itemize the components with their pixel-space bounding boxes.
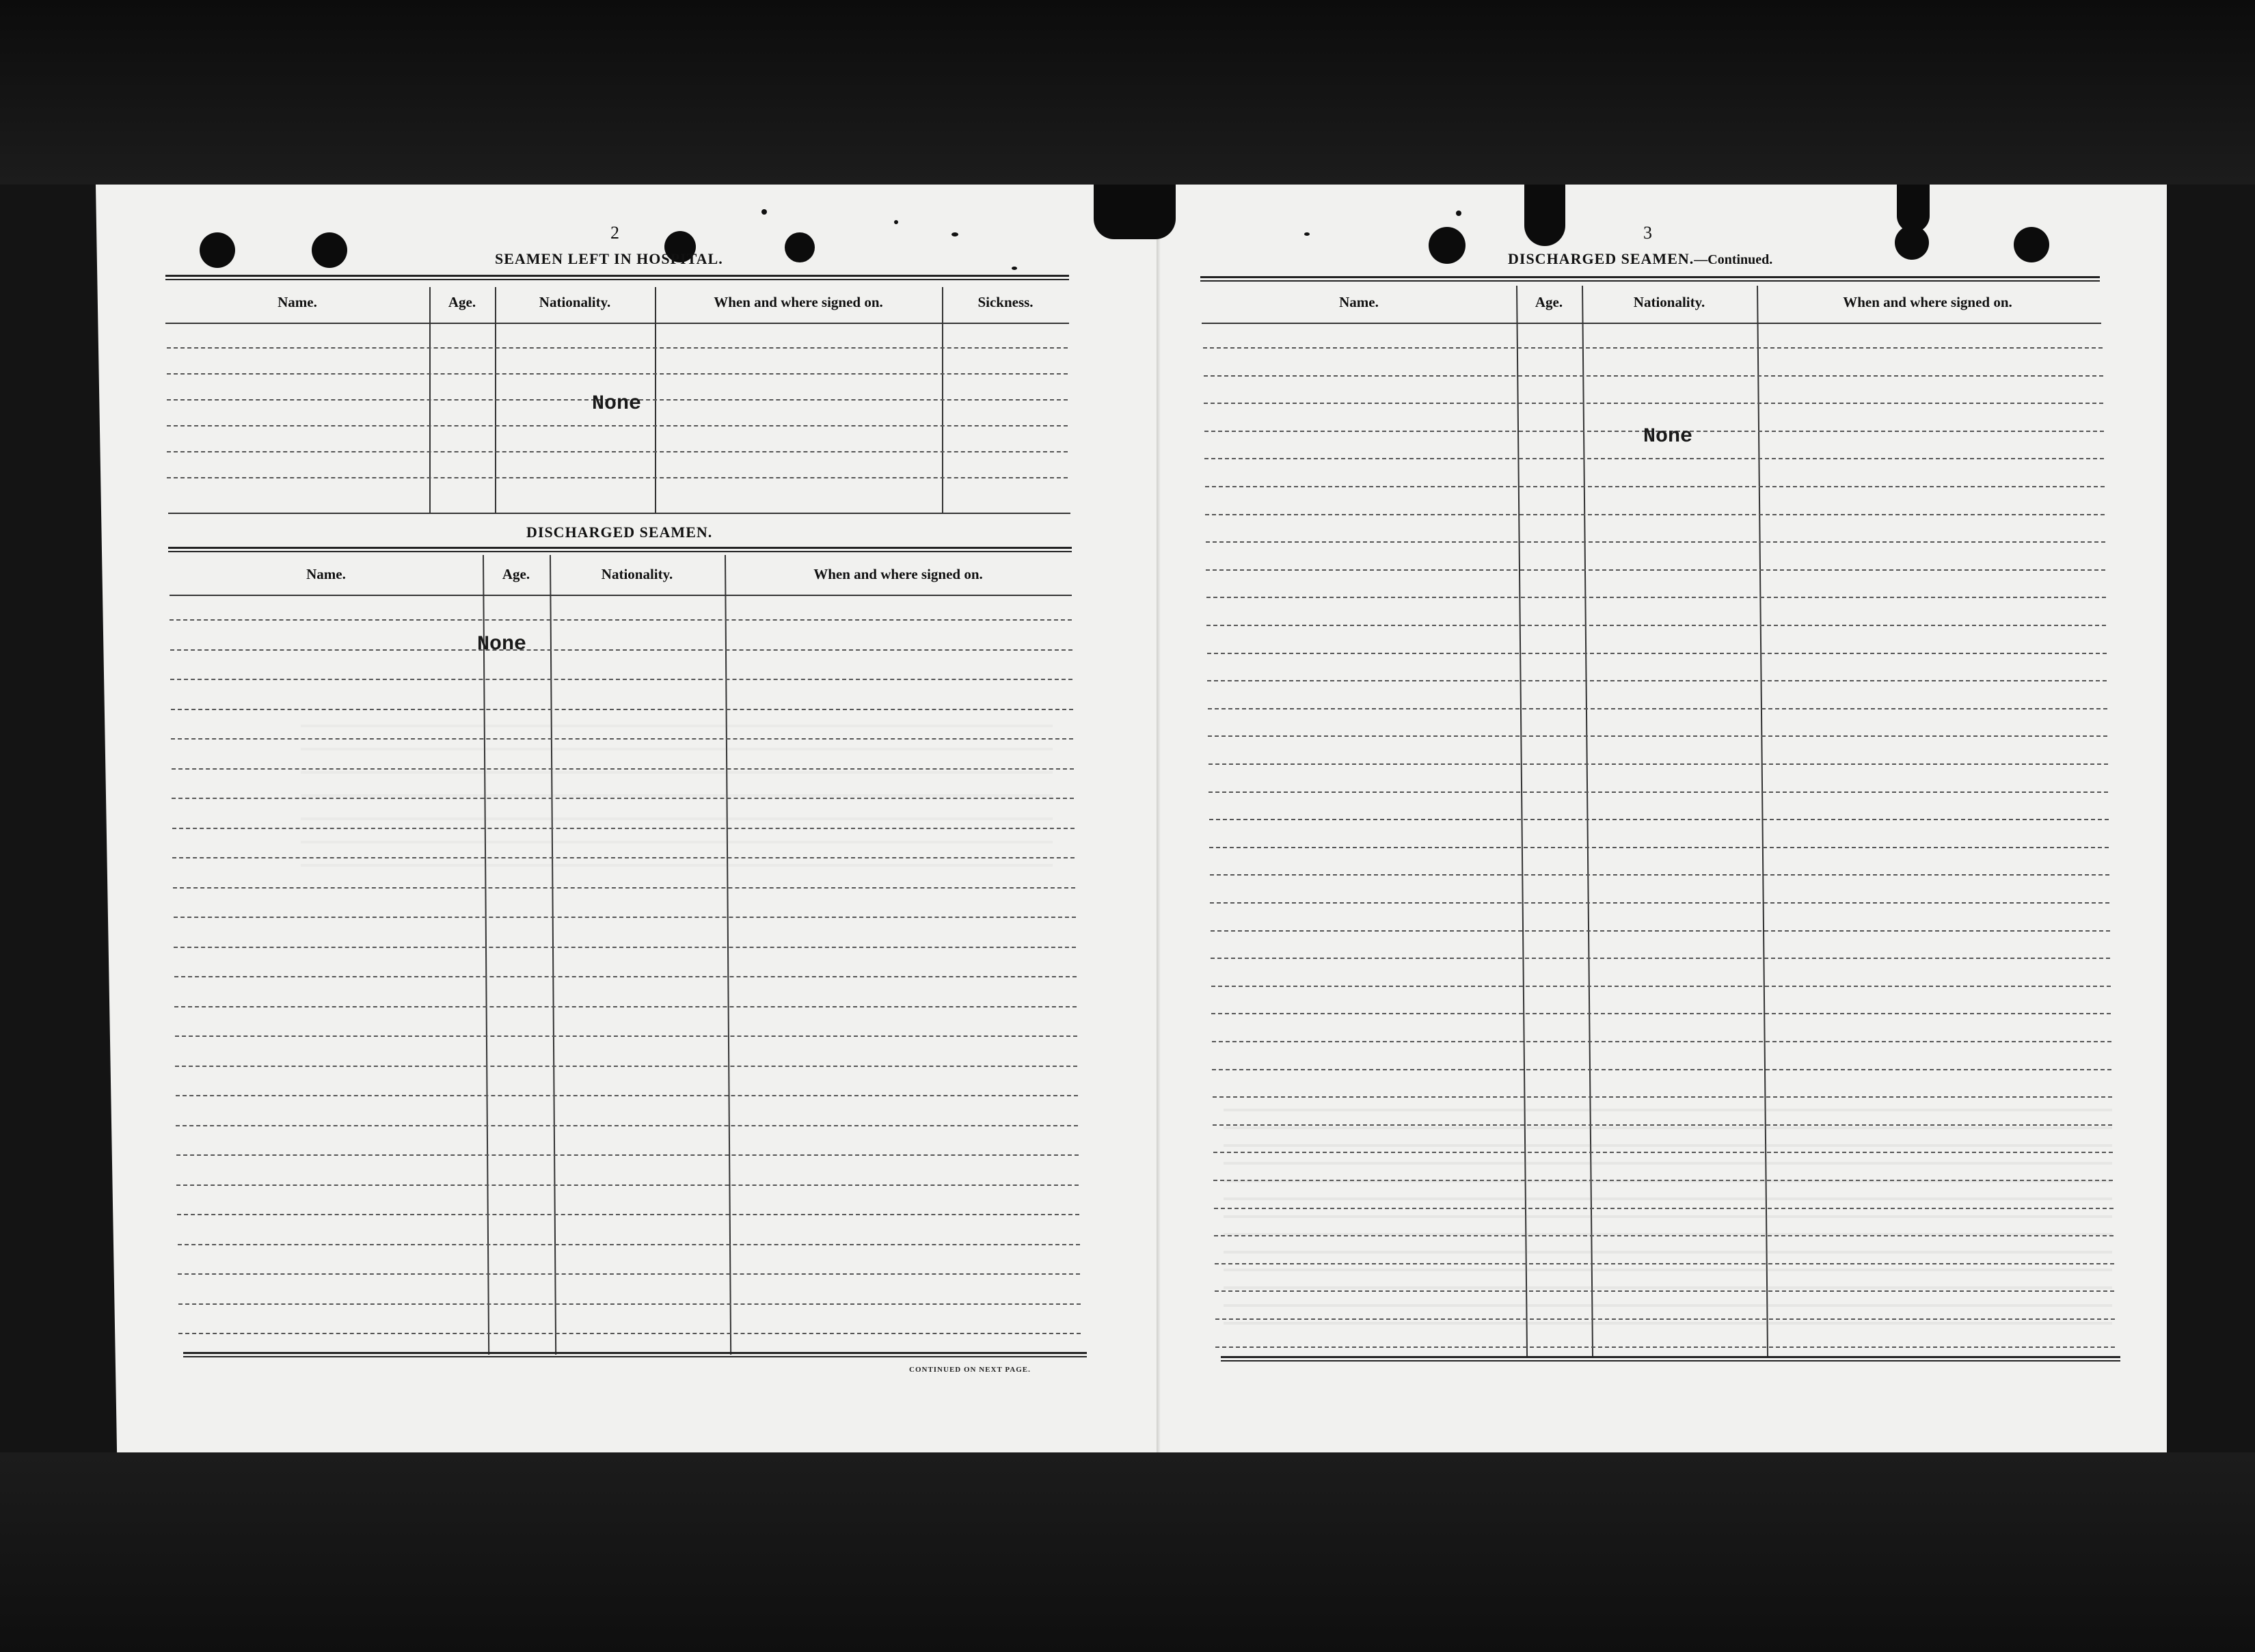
hospital-row-line xyxy=(167,425,1068,426)
table-row-line xyxy=(1211,958,2110,959)
discharged-section-title-right xyxy=(1508,250,1772,268)
table-row-line xyxy=(1207,680,2107,681)
table-row-line xyxy=(1204,375,2103,377)
table-row-line xyxy=(170,649,1072,651)
table-row-line xyxy=(1212,1069,2111,1070)
table-row-line xyxy=(174,1006,1077,1007)
discharged-bottom-rule-right xyxy=(1221,1356,2120,1362)
binding-tear xyxy=(1094,185,1176,239)
table-row-line xyxy=(1206,625,2106,626)
punch-hole xyxy=(785,232,815,262)
hospital-col-name: Name. xyxy=(278,294,317,310)
continued-note: CONTINUED ON NEXT PAGE. xyxy=(909,1366,1031,1374)
hospital-row-line xyxy=(167,373,1068,375)
table-row-line xyxy=(178,1333,1081,1334)
discharged-entry-none-right: None xyxy=(1643,425,1693,448)
hospital-bottom-rule xyxy=(168,513,1070,514)
table-row-line xyxy=(1205,514,2105,515)
table-row-line xyxy=(170,619,1072,621)
page-number-left: 2 xyxy=(610,223,619,243)
table-row-line xyxy=(176,1184,1079,1186)
table-row-line xyxy=(1206,597,2106,598)
table-row-line xyxy=(1211,986,2111,987)
table-row-line xyxy=(1209,847,2109,848)
page-number-right: 3 xyxy=(1643,223,1652,243)
ink-speck xyxy=(894,220,898,224)
table-row-line xyxy=(176,1154,1079,1156)
table-row-line xyxy=(1211,930,2110,932)
table-row-line xyxy=(178,1273,1080,1275)
table-row-line xyxy=(175,1066,1077,1067)
table-row-line xyxy=(1208,791,2108,793)
bleed-through-text xyxy=(301,704,1053,882)
ink-speck xyxy=(1012,267,1017,270)
discharged-col-name-right: Name. xyxy=(1339,294,1379,310)
ink-speck xyxy=(951,232,958,236)
discharged-title-rule-left xyxy=(168,547,1072,552)
table-row-line xyxy=(1206,569,2105,571)
discharged-col-age-left: Age. xyxy=(502,566,530,582)
table-row-line xyxy=(1207,653,2107,654)
table-row-line xyxy=(1210,874,2109,876)
table-row-line xyxy=(1209,819,2109,820)
punch-hole xyxy=(1429,227,1466,264)
table-row-line xyxy=(1208,763,2108,765)
ink-speck xyxy=(1456,211,1461,216)
table-row-line xyxy=(173,887,1075,889)
table-row-line xyxy=(1208,735,2107,737)
binding-tear xyxy=(1897,185,1930,232)
table-row-line xyxy=(174,917,1076,918)
punch-hole xyxy=(200,232,235,268)
table-row-line xyxy=(176,1095,1078,1096)
discharged-col-name-left: Name. xyxy=(306,566,346,582)
discharged-col-nationality-left: Nationality. xyxy=(601,566,673,582)
discharged-header-rule-right xyxy=(1202,323,2101,324)
hospital-section-title: SEAMEN LEFT IN HOSPITAL. xyxy=(495,250,723,267)
hospital-col-signed-on: When and where signed on. xyxy=(714,294,883,310)
table-row-line xyxy=(178,1303,1081,1305)
discharged-bottom-rule-left xyxy=(183,1352,1087,1357)
hospital-col-nationality: Nationality. xyxy=(539,294,611,310)
discharged-entry-none-left: None xyxy=(477,633,527,656)
hospital-entry-none: None xyxy=(592,392,642,416)
page-fold-crease xyxy=(1157,185,1161,1452)
punch-hole xyxy=(312,232,347,268)
table-row-line xyxy=(1203,347,2103,349)
scanner-background-top xyxy=(0,0,2255,185)
table-row-line xyxy=(1206,541,2105,543)
hospital-col-age: Age. xyxy=(448,294,476,310)
table-row-line xyxy=(1210,902,2109,904)
table-row-line xyxy=(174,976,1077,977)
table-row-line xyxy=(1208,708,2107,709)
scanner-background-bottom xyxy=(0,1452,2255,1652)
hospital-row-line xyxy=(167,451,1068,452)
punch-hole xyxy=(2014,227,2049,262)
table-row-line xyxy=(170,679,1072,680)
table-row-line xyxy=(175,1035,1077,1037)
discharged-title-suffix: —Continued. xyxy=(1694,252,1773,267)
table-row-line xyxy=(174,947,1076,948)
ink-speck xyxy=(1304,232,1310,236)
bleed-through-text xyxy=(1224,1094,2112,1340)
discharged-col-signed-on-left: When and where signed on. xyxy=(813,566,983,582)
table-row-line xyxy=(1212,1041,2111,1042)
discharged-header-rule-left xyxy=(170,595,1072,596)
table-row-line xyxy=(1204,403,2103,404)
discharged-title-main: DISCHARGED SEAMEN. xyxy=(1508,250,1694,267)
table-row-line xyxy=(178,1244,1080,1245)
table-row-line xyxy=(1215,1346,2115,1348)
table-row-line xyxy=(1205,486,2105,487)
table-row-line xyxy=(177,1214,1079,1215)
hospital-row-line xyxy=(167,477,1068,478)
discharged-col-signed-on-right: When and where signed on. xyxy=(1843,294,2012,310)
discharged-col-age-right: Age. xyxy=(1535,294,1563,310)
table-row-line xyxy=(1211,1013,2111,1014)
hospital-title-rule xyxy=(165,275,1069,280)
hospital-row-line xyxy=(167,347,1068,349)
binding-tear xyxy=(1524,185,1565,246)
hospital-col-sickness: Sickness. xyxy=(977,294,1034,310)
table-row-line xyxy=(176,1125,1078,1126)
hospital-header-rule xyxy=(165,323,1069,324)
discharged-section-title-left: DISCHARGED SEAMEN. xyxy=(526,524,713,541)
table-row-line xyxy=(1204,458,2104,459)
discharged-title-rule-right xyxy=(1200,276,2100,282)
discharged-col-nationality-right: Nationality. xyxy=(1633,294,1705,310)
ink-speck xyxy=(761,209,767,215)
